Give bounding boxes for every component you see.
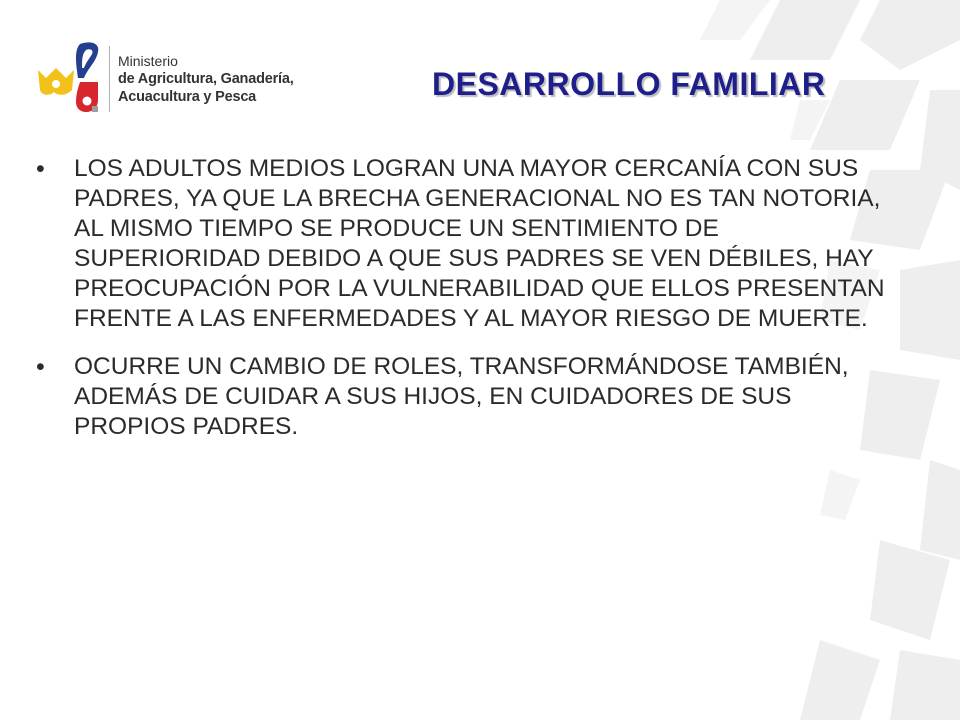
bullet-list (36, 154, 906, 460)
logo-text-line-3: Acuacultura y Pesca (118, 89, 257, 105)
logo-text (118, 52, 294, 106)
slide-title: DESARROLLO FAMILIAR (432, 66, 826, 102)
bullet-item (36, 154, 906, 334)
logo-text-line-1: Ministerio (118, 53, 178, 69)
bullet-text: LOS ADULTOS MEDIOS LOGRAN UNA MAYOR CERCANÍA CON SUS PADRES, YA QUE LA BRECHA GENERACIONAL NO ES TAN NOTORIA, AL MISMO TIEMPO SE PRODUCE UN SENTIMIENTO DE SUPERIORIDAD DEBIDO A QUE SUS PADRES SE VEN DÉBILES, HAY PREOCUPACIÓN POR LA VULNERABILIDAD QUE ELLOS PRESENTAN FRENTE A LAS ENFERMEDADES Y AL MAYOR RIESGO DE MUERTE. (74, 155, 885, 332)
bullet-marker: • (36, 155, 45, 183)
bullet-marker: • (36, 353, 45, 381)
ministry-emblem-icon (36, 38, 116, 118)
logo-divider (109, 46, 110, 112)
logo-text-line-2: de Agricultura, Ganadería, (118, 71, 294, 87)
bullet-text: OCURRE UN CAMBIO DE ROLES, TRANSFORMÁNDOSE TAMBIÉN, ADEMÁS DE CUIDAR A SUS HIJOS, EN CUIDADORES DE SUS PROPIOS PADRES. (74, 353, 849, 440)
bullet-item (36, 352, 906, 442)
ministry-logo (36, 38, 336, 118)
